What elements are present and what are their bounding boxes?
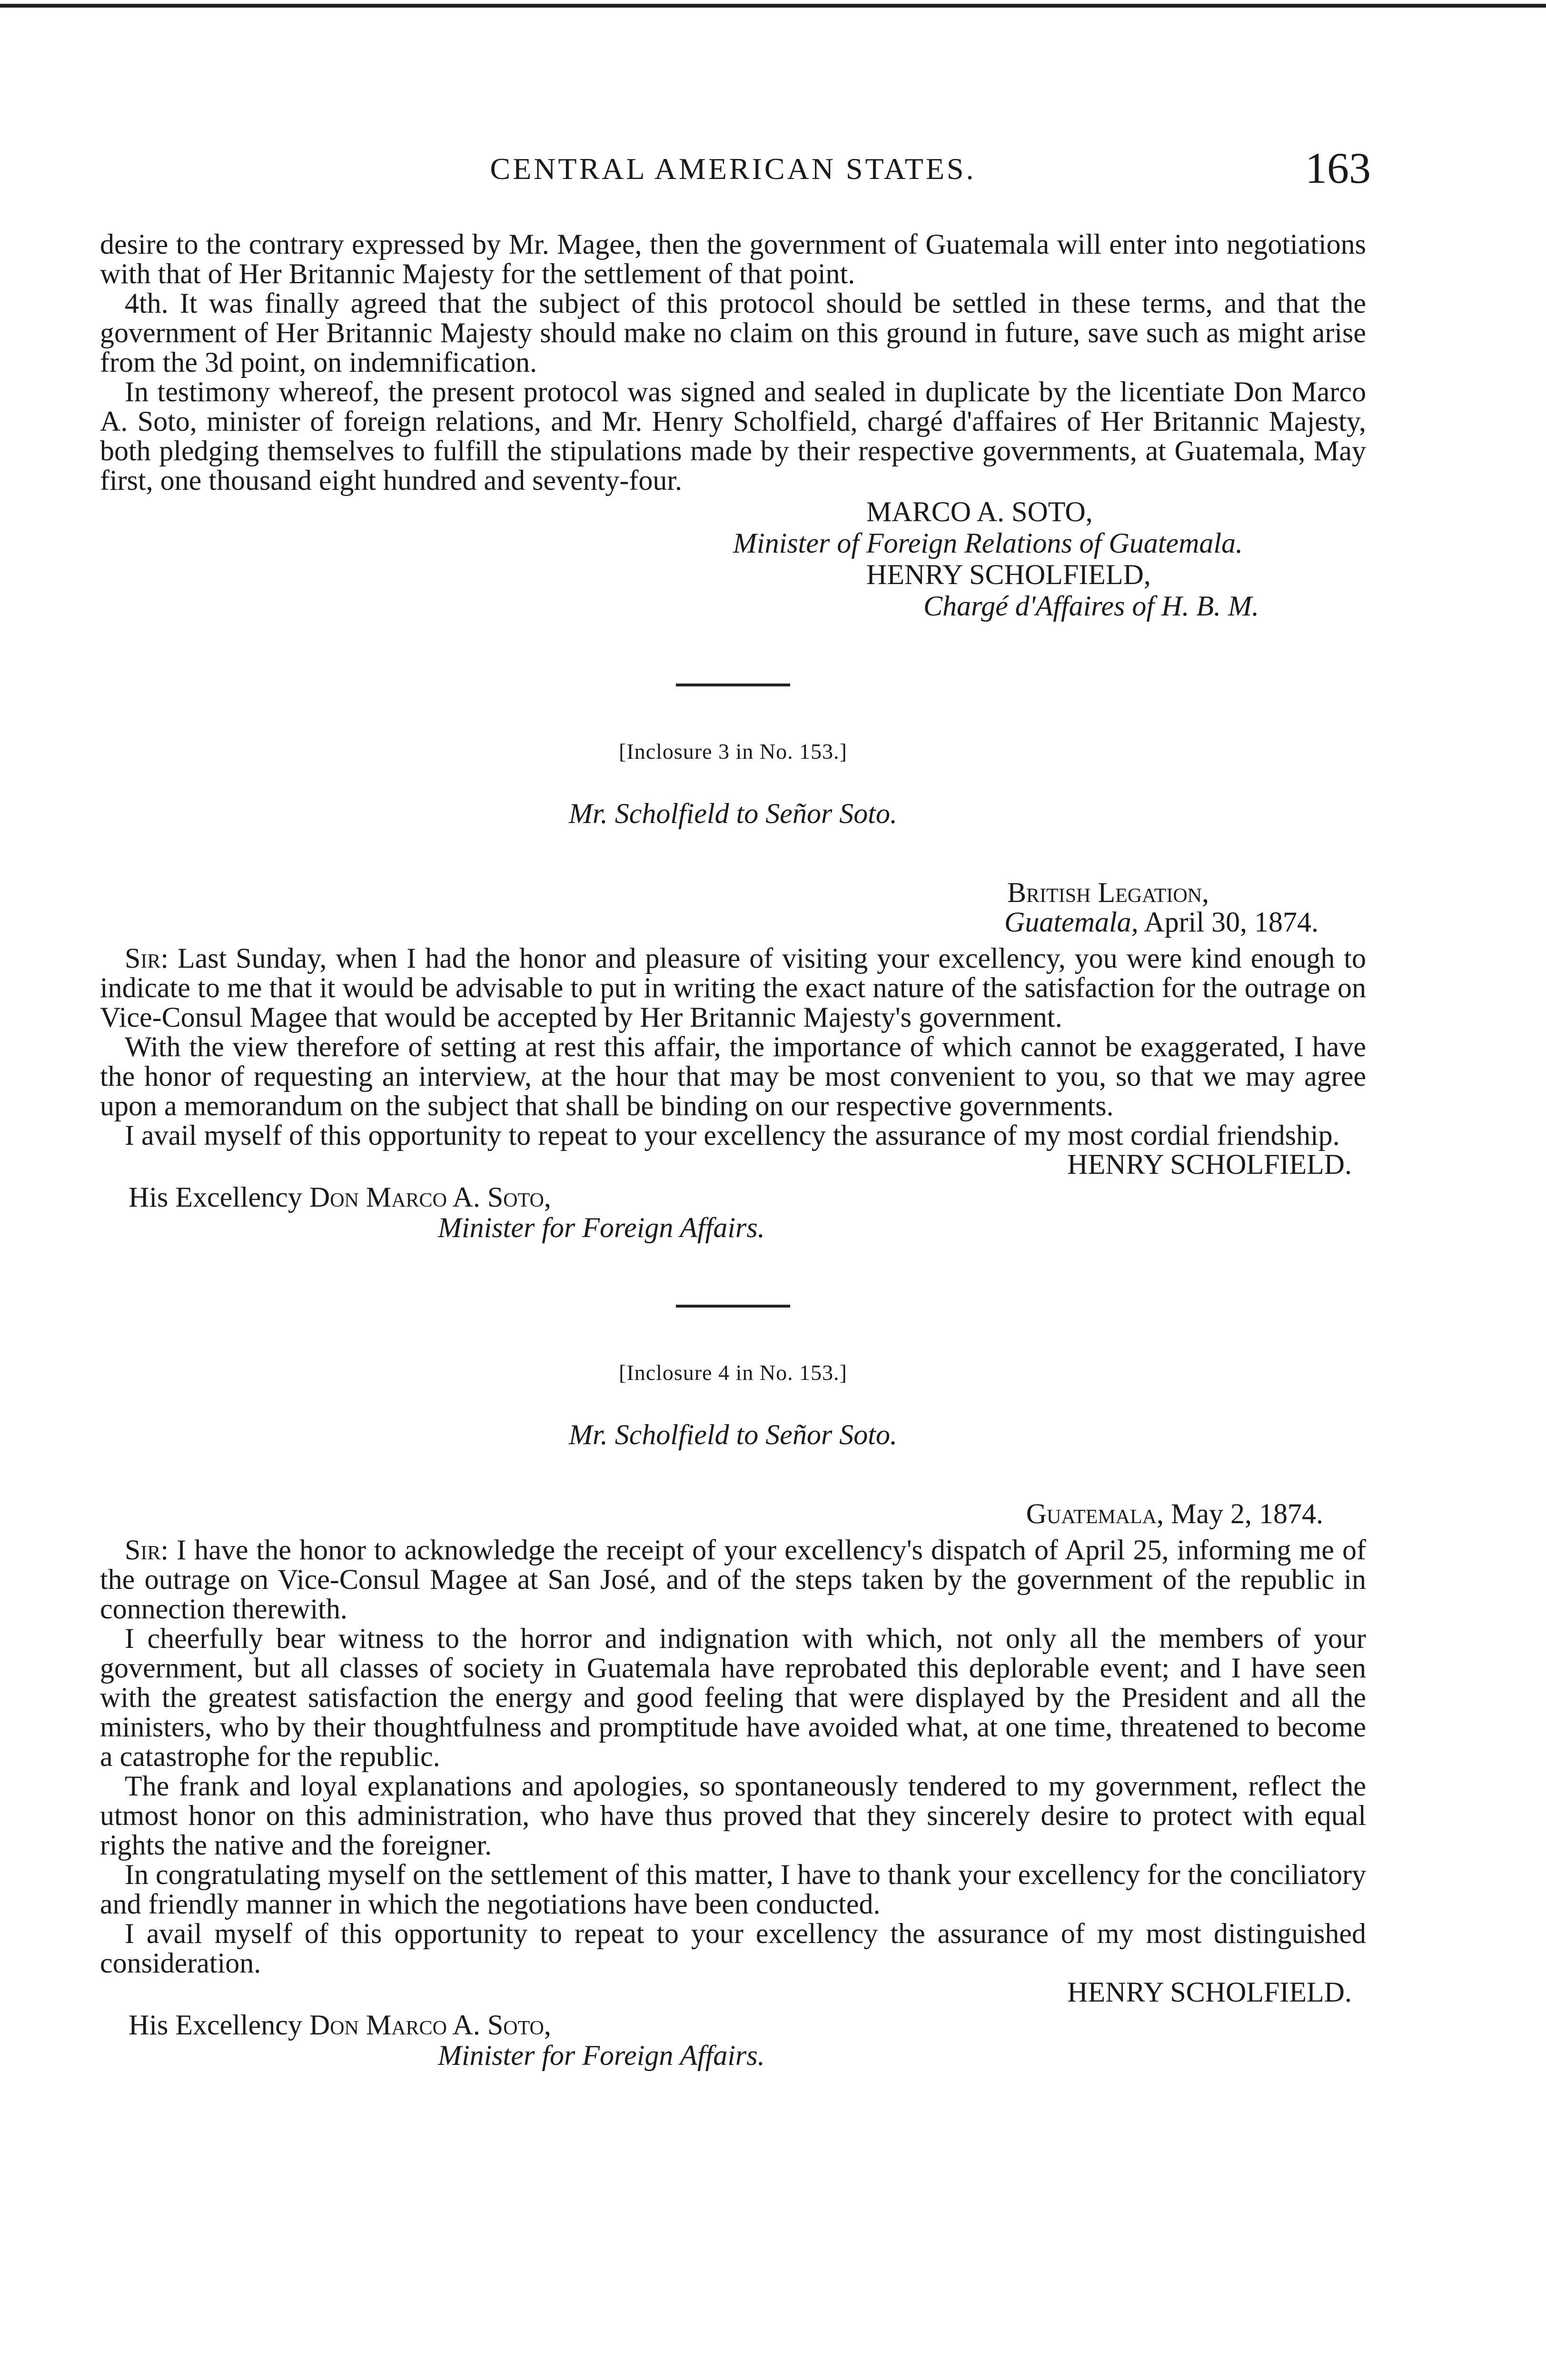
paragraph: With the view therefore of setting at rest this affair, the importance of which cannot be exaggerated, I have the honor of requesting an interview, at the hour that may be most convenient to you, so that we may agree upon a memorandum on the subject that shall be binding on our respective governments. (100, 1031, 1366, 1121)
letter-date (100, 907, 1366, 937)
paragraph: The frank and loyal explanations and apologies, so spontaneously tendered to my government, reflect the utmost honor on this administration, who have thus proved that they sincerely desire to protect with equal rights the native and the foreigner. (100, 1770, 1366, 1861)
salutation: Sir (125, 1534, 161, 1566)
paragraph-text: : I have the honor to acknowledge the receipt of your excellency's dispatch of April 25, informing me of the outrage on Vice-Consul Magee at San José, and of the steps taken by the government of the republic in connection therewith. (100, 1534, 1366, 1625)
date-text: May 2, 1874. (1171, 1498, 1323, 1529)
section-divider (676, 684, 790, 686)
top-rule (0, 4, 1546, 8)
signer: HENRY SCHOLFIELD. (1067, 1976, 1352, 2008)
page-number: 163 (1305, 144, 1371, 192)
inclosure-4-section (100, 1360, 1366, 2071)
letter-date (100, 1499, 1366, 1528)
paragraph-text: : Last Sunday, when I had the honor and pleasure of visiting your excellency, you were kind enough to indicate to me that it would be advisable to put in writing the exact nature of the satisfaction for the outrage on Vice-Consul Magee that would be accepted by Her Britannic Majesty's government. (100, 942, 1366, 1033)
inclosure-label: [Inclosure 4 in No. 153.] (619, 1360, 847, 1385)
paragraph (100, 943, 1366, 1032)
paragraph: 4th. It was finally agreed that the subject of this protocol should be settled in these terms, and that the government of Her Britannic Majesty should make no claim on this ground in future, save such as might arise from the 3d point, on indemnification. (100, 288, 1366, 378)
protocol-section (100, 229, 1366, 622)
signer-title: Chargé d'Affaires of H. B. M. (923, 590, 1259, 622)
running-title: CENTRAL AMERICAN STATES. (490, 152, 976, 186)
inclosure-label: [Inclosure 3 in No. 153.] (619, 739, 847, 764)
paragraph: desire to the contrary expressed by Mr. Magee, then the government of Guatemala will enter into negotiations with that of Her Britannic Majesty for the settlement of that point. (100, 228, 1366, 289)
paragraph: In testimony whereof, the present protocol was signed and sealed in duplicate by the licentiate Don Marco A. Soto, minister of foreign relations, and Mr. Henry Scholfield, chargé d'affaires of Her Britannic Majesty, both pledging themselves to fulfill the stipulations made by their respective governments, at Guatemala, May first, one thousand eight hundred and seventy-four. (100, 376, 1366, 496)
addressee-role: Minister for Foreign Affairs. (438, 1212, 765, 1243)
inclosure-3-section (100, 739, 1366, 1243)
letter-title: Mr. Scholfield to Señor Soto. (569, 1419, 897, 1450)
addressee-name: Don Marco A. Soto, (309, 2009, 551, 2041)
document-page (100, 143, 1371, 2071)
signer-title: Minister of Foreign Relations of Guatemala. (733, 527, 1243, 559)
addressee-name: Don Marco A. Soto, (309, 1181, 551, 1213)
place-text: Guatemala, (1026, 1498, 1164, 1529)
paragraph: I cheerfully bear witness to the horror and indignation with which, not only all the members of your government, but all classes of society in Guatemala have reprobated this deplorable event; and I have seen with the greatest satisfaction the energy and good feeling that were displayed by the President and all the ministers, who by their thoughtfulness and promptitude have avoided what, at one time, threatened to become a catastrophe for the republic. (100, 1623, 1366, 1772)
section-divider (676, 1305, 790, 1308)
addressee (100, 1182, 1366, 1243)
addressee-role: Minister for Foreign Affairs. (438, 2040, 765, 2071)
signer: HENRY SCHOLFIELD. (1067, 1149, 1352, 1180)
date-text: April 30, 1874. (1144, 906, 1318, 938)
page-header (100, 143, 1371, 195)
signature-block (100, 496, 1366, 622)
place-text: British Legation, (1007, 877, 1209, 908)
signer-name: MARCO A. SOTO, (866, 496, 1093, 527)
letter-title: Mr. Scholfield to Señor Soto. (569, 798, 897, 829)
date-place: Guatemala, (1004, 906, 1139, 938)
salutation: Sir (125, 942, 161, 974)
letter-place (100, 878, 1366, 907)
signer-name: HENRY SCHOLFIELD, (866, 559, 1151, 590)
addressee-prefix: His Excellency (129, 1181, 302, 1213)
paragraph (100, 1535, 1366, 1624)
addressee (100, 2010, 1366, 2071)
paragraph: In congratulating myself on the settlement of this matter, I have to thank your excellency for the conciliatory and friendly manner in which the negotiations have been conducted. (100, 1859, 1366, 1920)
addressee-prefix: His Excellency (129, 2009, 302, 2041)
paragraph: I avail myself of this opportunity to repeat to your excellency the assurance of my most distinguished consideration. (100, 1918, 1366, 1979)
paragraph: I avail myself of this opportunity to repeat to your excellency the assurance of my most cordial friendship. (125, 1120, 1340, 1151)
